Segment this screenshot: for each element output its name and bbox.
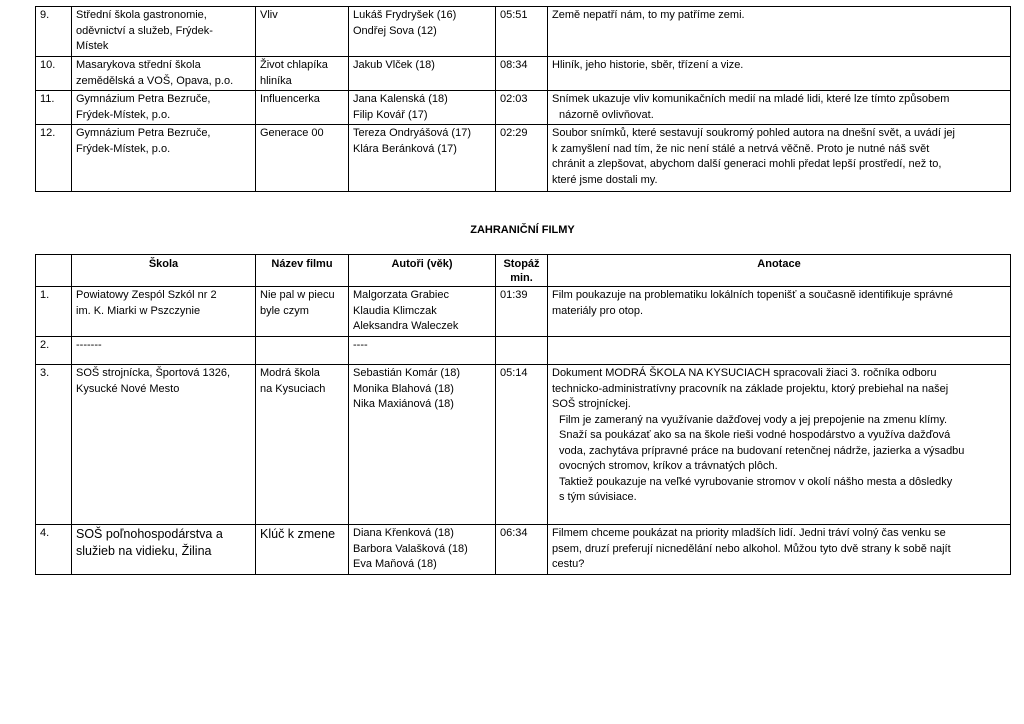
annotation-line: psem, druzí preferují nicnedělání nebo alkohol. Můžou tyto dvě strany k sobě najít bbox=[552, 542, 951, 555]
school-line: Místek bbox=[76, 40, 109, 52]
cell-film bbox=[256, 287, 349, 337]
cell-film bbox=[256, 337, 349, 365]
cell-authors bbox=[349, 525, 496, 575]
authors-line: ---- bbox=[353, 339, 368, 351]
cell-no: 11. bbox=[36, 91, 72, 125]
cell-time: 02:03 bbox=[496, 91, 548, 125]
film-line: Nie pal w piecu bbox=[260, 289, 335, 301]
table-row bbox=[36, 125, 1011, 192]
annotation-line: SOŠ strojníckej. bbox=[552, 398, 631, 410]
film-line: byle czym bbox=[260, 304, 309, 317]
cell-no: 9. bbox=[36, 7, 72, 57]
cell-film bbox=[256, 57, 349, 91]
annotation-line: Dokument MODRÁ ŠKOLA NA KYSUCIACH spracovali žiaci 3. ročníka odboru bbox=[552, 367, 937, 379]
school-line: zemědělská a VOŠ, Opava, p.o. bbox=[76, 74, 234, 87]
authors-line: Nika Maxiánová (18) bbox=[353, 398, 454, 410]
table-row bbox=[36, 91, 1011, 125]
cell-school bbox=[72, 57, 256, 91]
annotation-line: které jsme dostali my. bbox=[552, 173, 658, 186]
table-header-row bbox=[36, 255, 1011, 287]
cell-authors bbox=[349, 287, 496, 337]
annotation-line: voda, zachytáva prípravné práce na budovaní retenčnej nádrže, jazierka a výsadbu bbox=[559, 444, 965, 457]
header-time-line: min. bbox=[510, 272, 533, 284]
annotation-line: Film poukazuje na problematiku lokálních topenišť a současně identifikuje správné bbox=[552, 289, 953, 301]
cell-film bbox=[256, 91, 349, 125]
authors-line: Jana Kalenská (18) bbox=[353, 93, 448, 105]
cell-time bbox=[496, 337, 548, 365]
annotation-line: s tým súvisiace. bbox=[559, 491, 637, 503]
header-time-line: Stopáž bbox=[503, 258, 540, 270]
annotation-line: názorně ovlivňovat. bbox=[559, 108, 654, 121]
film-line: Vliv bbox=[260, 9, 278, 21]
annotation-line: technicko-administratívny pracovník na základe projektu, ktorý prebiehal na našej bbox=[552, 382, 949, 395]
table-row bbox=[36, 287, 1011, 337]
cell-school bbox=[72, 287, 256, 337]
cell-authors bbox=[349, 91, 496, 125]
header-authors: Autoři (věk) bbox=[349, 255, 496, 287]
section-title: ZAHRANIČNÍ FILMY bbox=[470, 224, 575, 236]
foreign-films-table bbox=[35, 254, 1011, 575]
cell-school bbox=[72, 7, 256, 57]
cell-annotation bbox=[548, 57, 1011, 91]
cell-school bbox=[72, 365, 256, 525]
cell-school bbox=[72, 525, 256, 575]
film-line: Influencerka bbox=[260, 93, 320, 105]
cell-time: 01:39 bbox=[496, 287, 548, 337]
header-annotation: Anotace bbox=[548, 255, 1011, 287]
cell-time: 02:29 bbox=[496, 125, 548, 192]
table-row bbox=[36, 57, 1011, 91]
cell-annotation bbox=[548, 91, 1011, 125]
cell-annotation bbox=[548, 125, 1011, 192]
cell-no: 1. bbox=[36, 287, 72, 337]
authors-line: Klaudia Klimczak bbox=[353, 304, 437, 317]
header-no bbox=[36, 255, 72, 287]
authors-line: Klára Beránková (17) bbox=[353, 142, 457, 155]
authors-line: Sebastián Komár (18) bbox=[353, 367, 460, 379]
cell-film bbox=[256, 365, 349, 525]
table-row bbox=[36, 7, 1011, 57]
film-line: Modrá škola bbox=[260, 367, 320, 379]
cell-annotation bbox=[548, 365, 1011, 525]
header-time bbox=[496, 255, 548, 287]
cell-school bbox=[72, 337, 256, 365]
annotation-line: materiály pro otop. bbox=[552, 304, 644, 317]
annotation-line: Taktiež poukazuje na veľké vyrubovanie stromov v okolí nášho mesta a dôsledky bbox=[559, 475, 953, 488]
cell-authors bbox=[349, 7, 496, 57]
school-line: služieb na vidieku, Žilina bbox=[76, 544, 212, 558]
school-line: Powiatowy Zespól Szkól nr 2 bbox=[76, 289, 217, 301]
school-line: Frýdek-Místek, p.o. bbox=[76, 142, 171, 155]
cell-authors bbox=[349, 337, 496, 365]
cell-authors bbox=[349, 57, 496, 91]
authors-line: Eva Maňová (18) bbox=[353, 558, 437, 570]
authors-line: Tereza Ondryášová (17) bbox=[353, 127, 471, 139]
cell-no: 4. bbox=[36, 525, 72, 575]
cell-school bbox=[72, 91, 256, 125]
school-line: SOŠ strojnícka, Športová 1326, bbox=[76, 367, 231, 379]
cell-time: 05:14 bbox=[496, 365, 548, 525]
cell-authors bbox=[349, 365, 496, 525]
annotation-line: Film je zameraný na využívanie dažďovej vody a jej prepojenie na zmenu klímy. bbox=[559, 413, 948, 426]
annotation-line: Hliník, jeho historie, sběr, třízení a vize. bbox=[552, 59, 744, 71]
school-line: SOŠ poľnohospodárstva a bbox=[76, 527, 223, 541]
annotation-line: Snímek ukazuje vliv komunikačních medií na mladé lidi, které lze tímto způsobem bbox=[552, 93, 950, 105]
authors-line: Filip Kovář (17) bbox=[353, 108, 428, 121]
annotation-line: Země nepatří nám, to my patříme zemi. bbox=[552, 9, 745, 21]
annotation-line: ovocných stromov, kríkov a trávnatých plôch. bbox=[559, 460, 778, 472]
cell-no: 2. bbox=[36, 337, 72, 365]
cell-film bbox=[256, 525, 349, 575]
authors-line: Malgorzata Grabiec bbox=[353, 289, 449, 301]
film-line: Život chlapíka bbox=[260, 59, 328, 71]
authors-line: Aleksandra Waleczek bbox=[353, 320, 459, 332]
cell-time: 08:34 bbox=[496, 57, 548, 91]
cell-annotation bbox=[548, 287, 1011, 337]
school-line: Střední škola gastronomie, bbox=[76, 9, 207, 21]
annotation-line: k zamyšlení nad tím, že nic není stálé a netrvá věčně. Proto je nutné náš svět bbox=[552, 142, 930, 155]
cell-annotation bbox=[548, 525, 1011, 575]
cell-film bbox=[256, 125, 349, 192]
school-line: ------- bbox=[76, 339, 102, 351]
cell-annotation bbox=[548, 7, 1011, 57]
film-line: na Kysuciach bbox=[260, 382, 326, 395]
header-film: Název filmu bbox=[256, 255, 349, 287]
cell-time: 05:51 bbox=[496, 7, 548, 57]
film-line: Generace 00 bbox=[260, 127, 324, 139]
school-line: oděvnictví a služeb, Frýdek- bbox=[76, 24, 213, 37]
cell-annotation bbox=[548, 337, 1011, 365]
cell-no: 3. bbox=[36, 365, 72, 525]
school-line: Kysucké Nové Mesto bbox=[76, 382, 180, 395]
school-line: im. K. Miarki w Pszczynie bbox=[76, 304, 201, 317]
domestic-films-table bbox=[35, 6, 1011, 192]
authors-line: Barbora Valašková (18) bbox=[353, 542, 468, 555]
annotation-line: Filmem chceme poukázat na priority mladších lidí. Jedni tráví volný čas venku se bbox=[552, 527, 946, 539]
cell-film bbox=[256, 7, 349, 57]
annotation-line: chránit a zlepšovat, abychom další generaci mohli předat lepší prostředí, než to, bbox=[552, 158, 942, 170]
table-row bbox=[36, 365, 1011, 525]
school-line: Frýdek-Místek, p.o. bbox=[76, 108, 171, 121]
authors-line: Monika Blahová (18) bbox=[353, 382, 454, 395]
annotation-line: Soubor snímků, které sestavují soukromý pohled autora na dnešní svět, a uvádí jej bbox=[552, 127, 955, 139]
authors-line: Jakub Vlček (18) bbox=[353, 59, 435, 71]
cell-time: 06:34 bbox=[496, 525, 548, 575]
annotation-line: cestu? bbox=[552, 558, 585, 570]
film-line: Klúč k zmene bbox=[260, 527, 336, 541]
cell-no: 10. bbox=[36, 57, 72, 91]
authors-line: Ondřej Sova (12) bbox=[353, 24, 437, 37]
header-school: Škola bbox=[72, 255, 256, 287]
cell-school bbox=[72, 125, 256, 192]
school-line: Gymnázium Petra Bezruče, bbox=[76, 93, 211, 105]
table-row bbox=[36, 525, 1011, 575]
school-line: Gymnázium Petra Bezruče, bbox=[76, 127, 211, 139]
annotation-line: Snaží sa poukázať ako sa na škole rieši vodné hospodárstvo a využíva dažďová bbox=[559, 429, 951, 441]
school-line: Masarykova střední škola bbox=[76, 59, 201, 71]
cell-no: 12. bbox=[36, 125, 72, 192]
film-line: hliníka bbox=[260, 74, 292, 87]
authors-line: Diana Křenková (18) bbox=[353, 527, 454, 539]
cell-authors bbox=[349, 125, 496, 192]
table-row bbox=[36, 337, 1011, 365]
authors-line: Lukáš Frydryšek (16) bbox=[353, 9, 457, 21]
